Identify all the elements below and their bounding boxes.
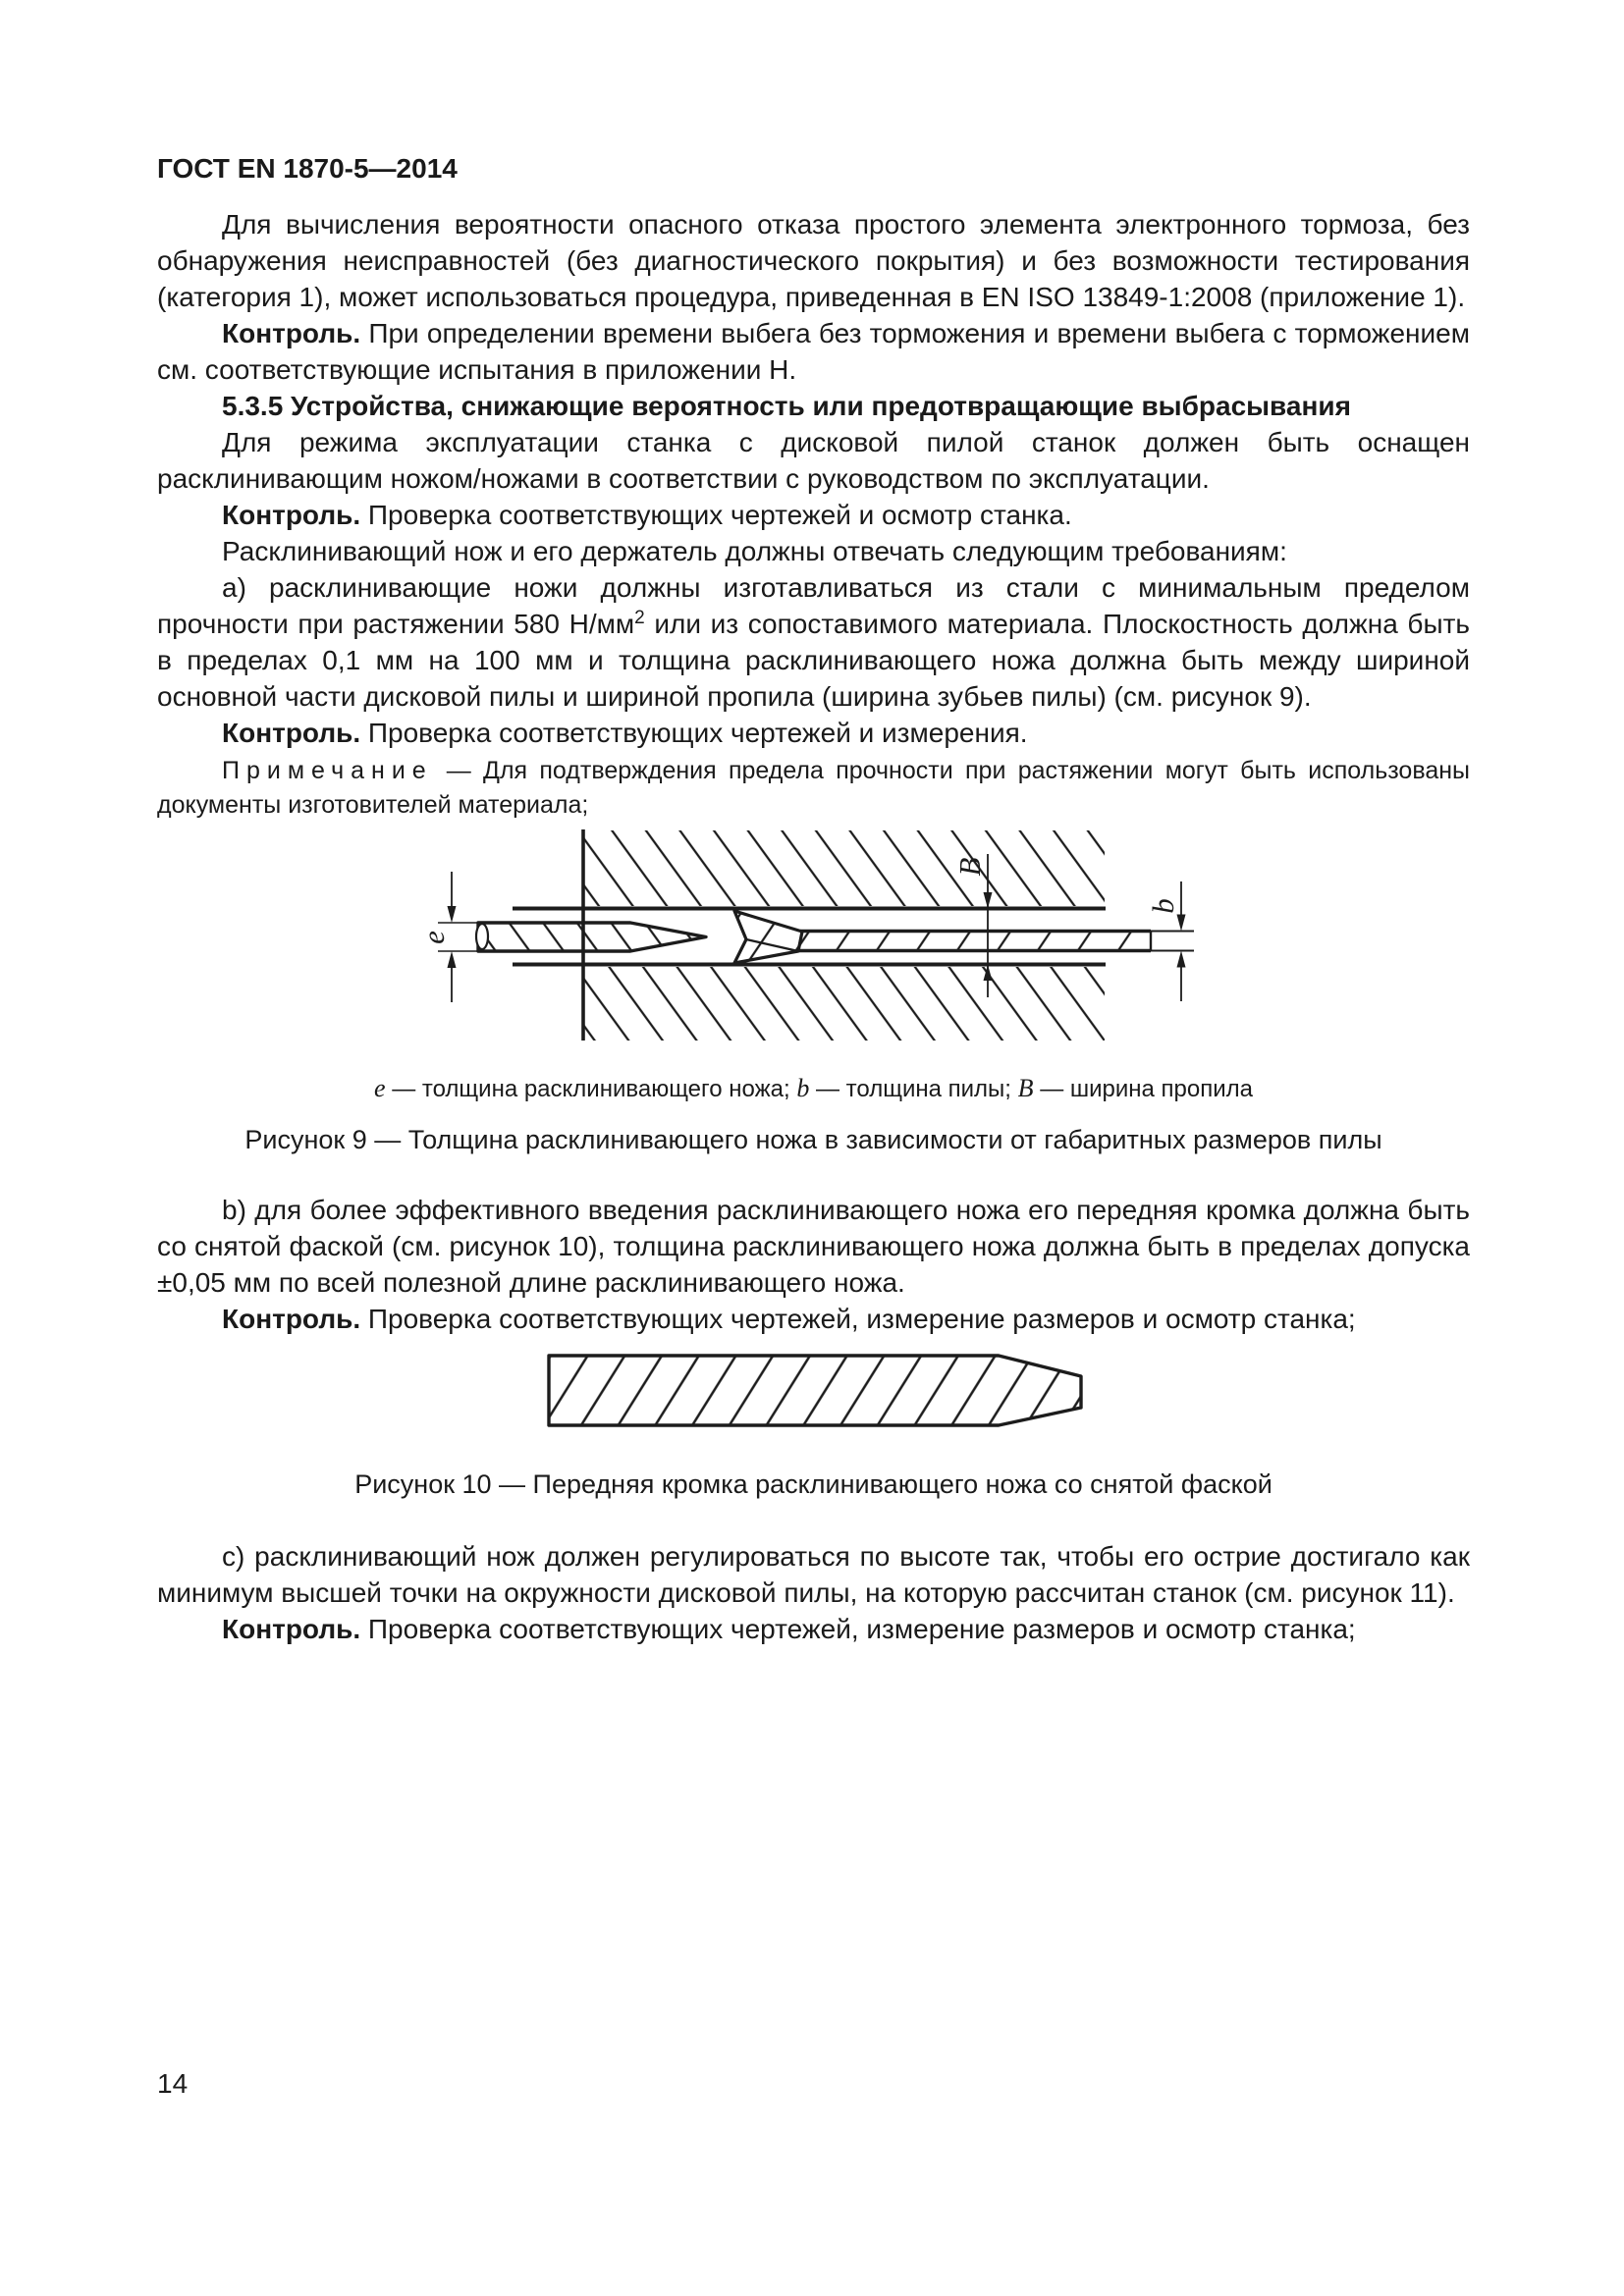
figure-9-legend	[157, 1074, 1470, 1104]
paragraph-knife-holder-requirements: Расклинивающий нож и его держатель должны отвечать следующим требованиям:	[222, 536, 1287, 566]
paragraph-text: Проверка соответствующих чертежей и осмотр станка.	[360, 500, 1072, 530]
note-label: Примечание	[222, 757, 433, 784]
paragraph-control-5	[157, 1611, 1470, 1647]
legend-text: — толщина пилы;	[809, 1076, 1018, 1102]
control-label: Контроль.	[222, 318, 361, 348]
legend-symbol-e: e	[373, 1074, 386, 1102]
superscript-2: 2	[634, 608, 645, 628]
saw-tooth-shape	[734, 911, 802, 963]
dim-label-b: b	[1146, 898, 1180, 914]
control-label: Контроль.	[222, 718, 361, 748]
paragraph-item-b: b) для более эффективного введения расклинивающего ножа его передняя кромка должна быть со снятой фаской (см. рисунок 10), толщина расклинивающего ножа должна быть в пределах допуска ±0,05 мм по всей полезной длине расклинивающего ножа.	[157, 1195, 1470, 1298]
dim-label-e: e	[416, 931, 451, 944]
legend-symbol-B: B	[1017, 1074, 1034, 1102]
note-paragraph	[157, 754, 1470, 823]
saw-blade-shape	[734, 911, 1194, 963]
paragraph-text: При определении времени выбега без торможения и времени выбега с торможением см. соответствующие испытания в приложении Н.	[157, 318, 1470, 385]
paragraph-text: или из сопоставимого материала. Плоскостность должна быть в пределах 0,1 мм на 100 мм и толщина расклинивающего ножа должна быть между шириной основной части дисковой пилы и шириной пропила (ширина зубьев пилы) (см. рисунок 9).	[157, 609, 1470, 712]
figure-9-caption: Рисунок 9 — Толщина расклинивающего ножа в зависимости от габаритных размеров пилы	[244, 1125, 1382, 1154]
figure-10	[535, 1347, 1470, 1441]
dimension-e	[416, 872, 457, 1002]
legend-symbol-b: b	[796, 1074, 810, 1102]
page-number: 14	[157, 2068, 189, 2099]
paragraph-text: Проверка соответствующих чертежей, измерение размеров и осмотр станка;	[360, 1304, 1356, 1334]
paragraph-control-4	[157, 1301, 1470, 1337]
paragraph-riving-knife-requirement: Для режима эксплуатации станка с дисковой пилой станок должен быть оснащен расклинивающим ножом/ножами в соответствии с руководством по эксплуатации.	[157, 427, 1470, 494]
riving-knife-shape	[438, 923, 706, 951]
page-content	[157, 206, 1470, 1647]
page-header	[157, 151, 1624, 187]
control-label: Контроль.	[222, 1614, 361, 1644]
dim-label-B: B	[952, 857, 987, 877]
chamfered-knife-edge-shape	[549, 1356, 1081, 1425]
control-label: Контроль.	[222, 500, 361, 530]
legend-text: — ширина пропила	[1033, 1076, 1253, 1102]
section-heading-5-3-5: 5.3.5 Устройства, снижающие вероятность или предотвращающие выбрасывания	[222, 391, 1351, 421]
paragraph-control-2	[157, 497, 1470, 533]
control-label: Контроль.	[222, 1304, 361, 1334]
paragraph-item-c: c) расклинивающий нож должен регулироваться по высоте так, чтобы его острие достигало как минимум высшей точки на окружности дисковой пилы, на которую рассчитан станок (см. рисунок 11).	[157, 1541, 1470, 1608]
knife-end-detail	[476, 924, 488, 949]
paragraph-text: Проверка соответствующих чертежей, измерение размеров и осмотр станка;	[360, 1614, 1356, 1644]
paragraph-text: a) расклинивающие ножи должны изготавливаться из стали с минимальным пределом прочности при растяжении 580 Н/мм	[157, 572, 1470, 639]
figure-10-drawing	[535, 1347, 1100, 1441]
figure-9-drawing	[412, 823, 1227, 1044]
paragraph-text: Проверка соответствующих чертежей и измерения.	[360, 718, 1028, 748]
note-text: — Для подтверждения предела прочности при растяжении могут быть использованы документы изготовителей материала;	[157, 757, 1470, 819]
paragraph-control-1	[157, 315, 1470, 388]
figure-9	[412, 823, 1470, 1044]
standard-designation: ГОСТ EN 1870-5—2014	[157, 153, 458, 184]
paragraph-item-a	[157, 569, 1470, 715]
paragraph-control-3	[157, 715, 1470, 751]
figure-10-caption: Рисунок 10 — Передняя кромка расклинивающего ножа со снятой фаской	[354, 1469, 1272, 1499]
paragraph-probability-calc: Для вычисления вероятности опасного отказа простого элемента электронного тормоза, без обнаружения неисправностей (без диагностического покрытия) и без возможности тестирования (категория 1), может использоваться процедура, приведенная в EN ISO 13849-1:2008 (приложение 1).	[157, 209, 1470, 312]
legend-text: — толщина расклинивающего ножа;	[385, 1076, 797, 1102]
